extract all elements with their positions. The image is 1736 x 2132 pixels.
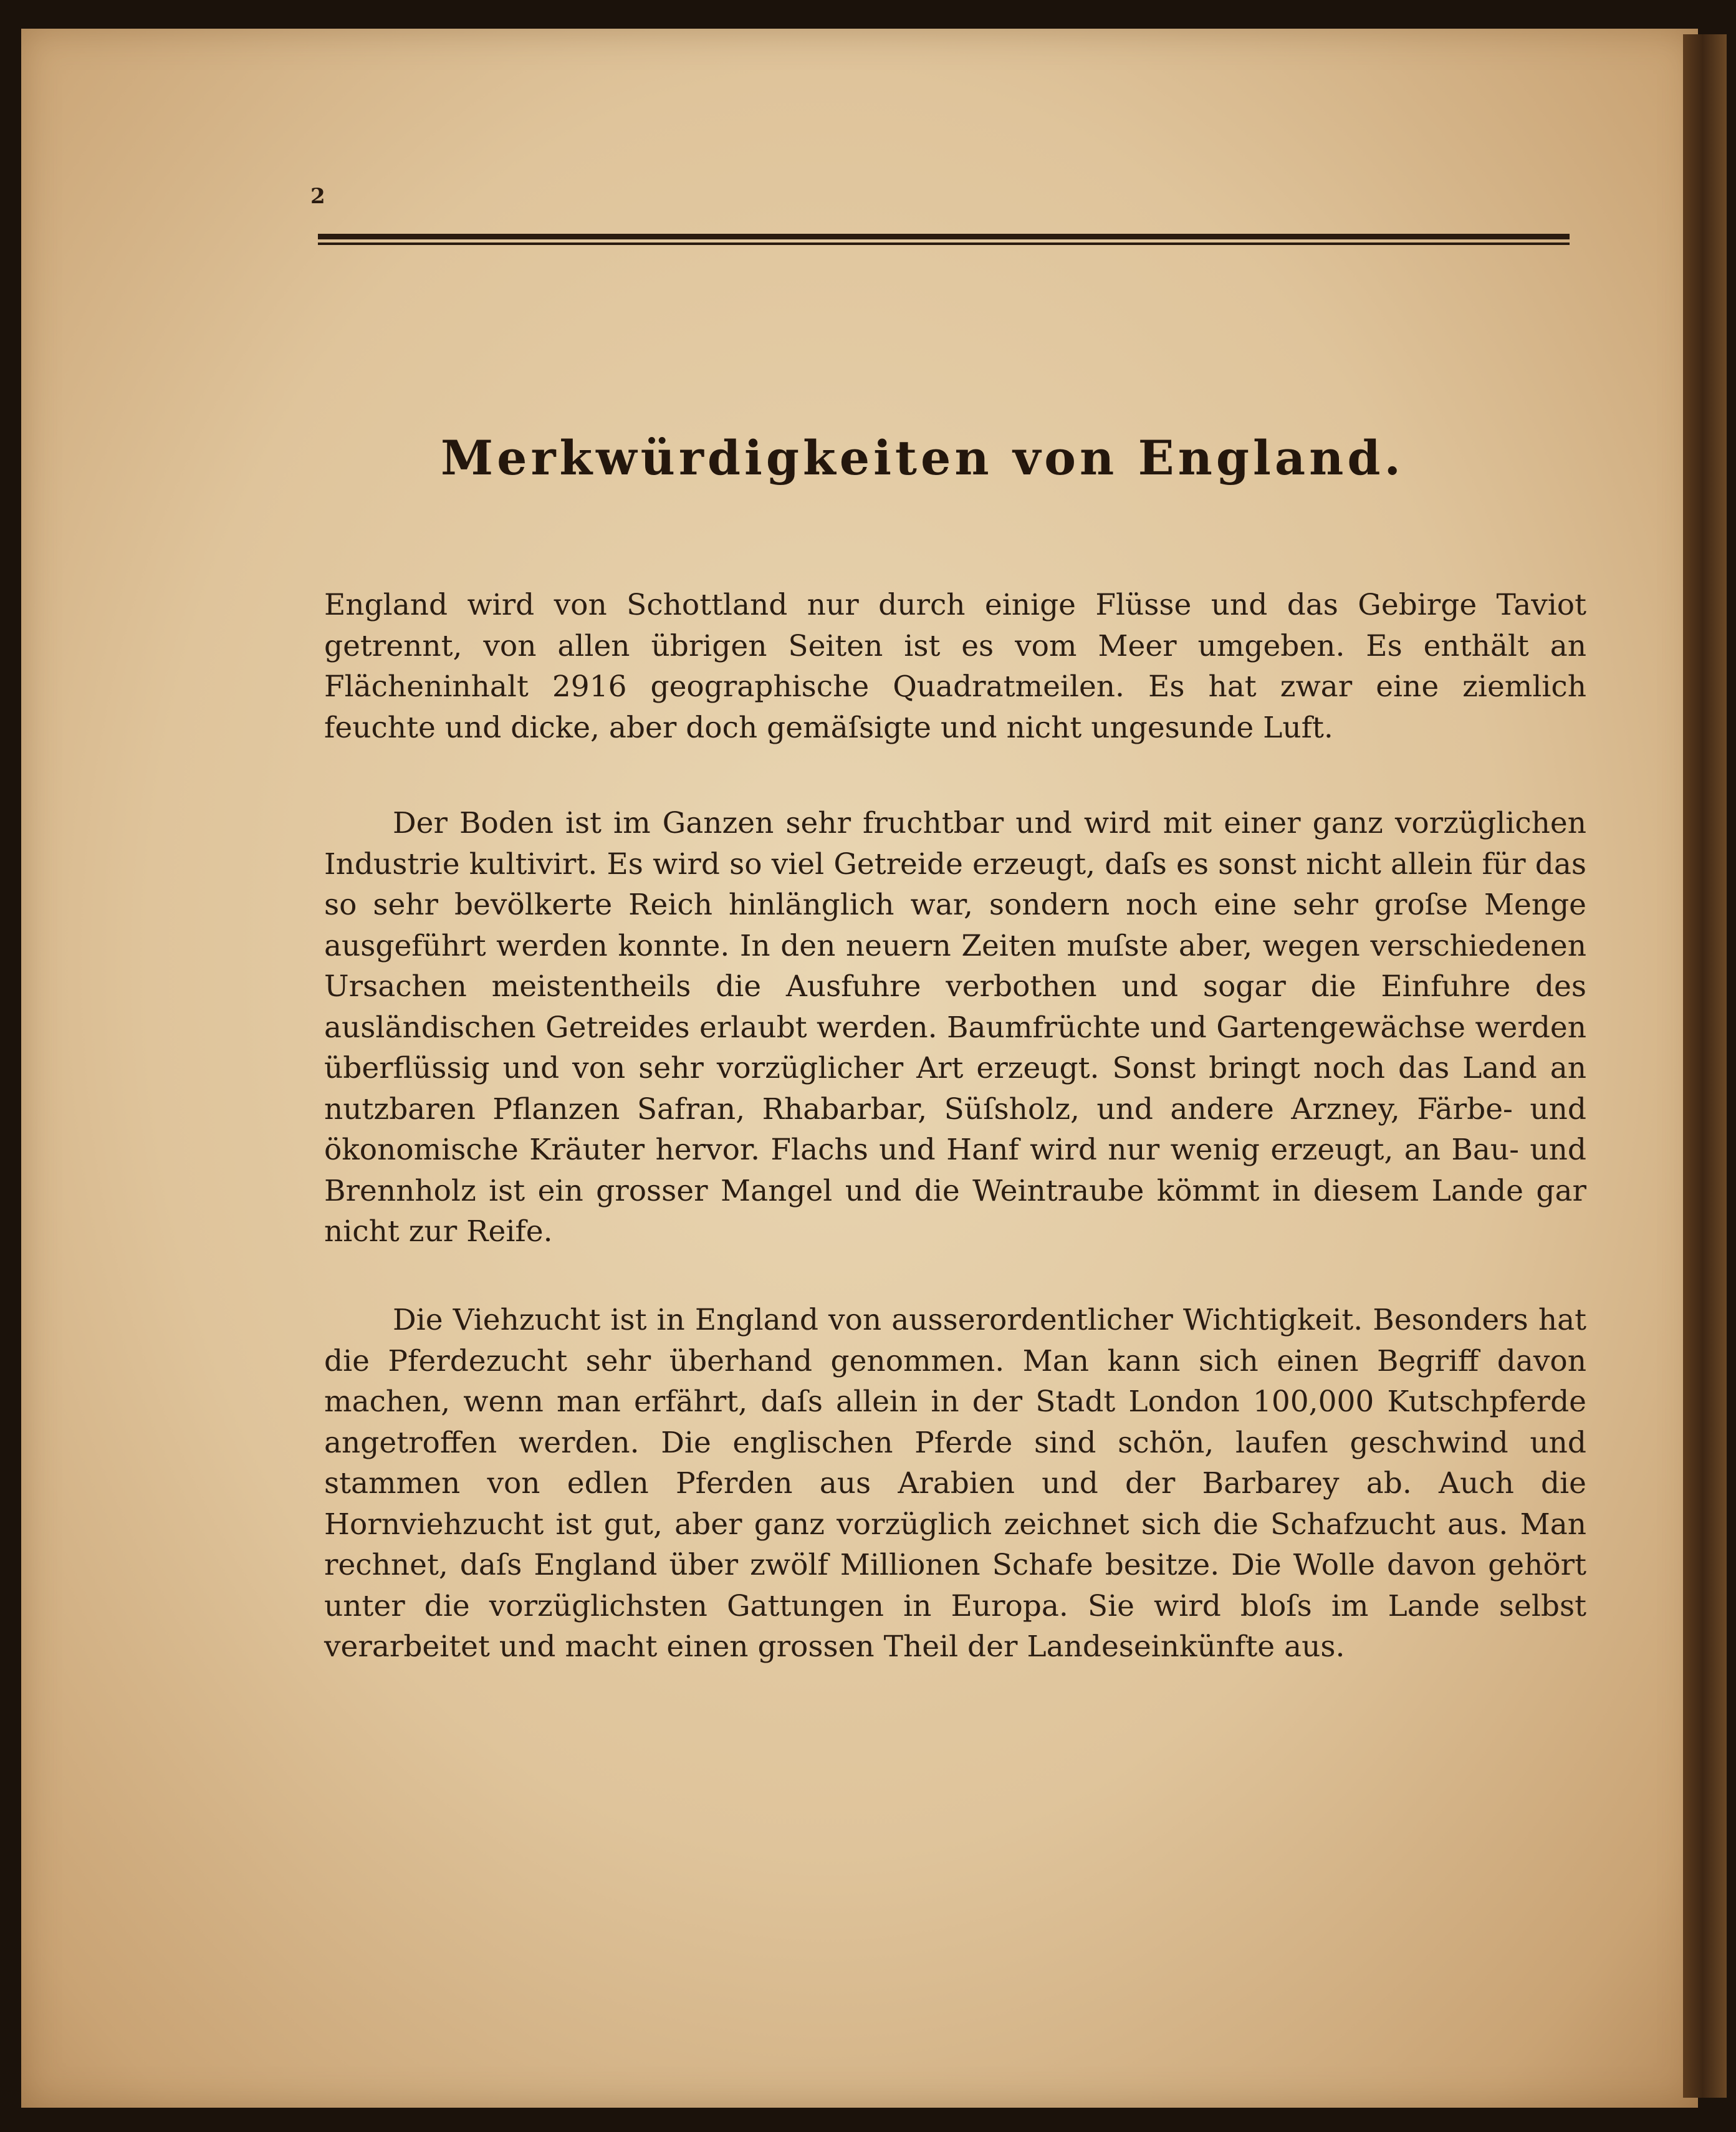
header-rule: [318, 234, 1570, 245]
page-number: 2: [310, 184, 325, 209]
paragraph-3: Die Viehzucht ist in England von ausserordentlicher Wichtigkeit. Besonders hat die Pferdezucht sehr überhand genommen. Man kann sich einen Begriff davon machen, wenn man erfährt, daſs allein in der Stadt London 100,000 Kutschpferde angetroffen werden. Die englischen Pferde sind schön, laufen geschwind und stammen von edlen Pferden aus Arabien und der Barbarey ab. Auch die Hornviehzucht ist gut, aber ganz vorzüglich zeichnet sich die Schafzucht aus. Man rechnet, daſs England über zwölf Millionen Schafe besitze. Die Wolle davon gehört unter die vorzüglichsten Gattungen in Europa. Sie wird bloſs im Lande selbst verarbeitet und macht einen grossen Theil der Landeseinkünfte aus.: [324, 1303, 1586, 1664]
paragraph-1: England wird von Schottland nur durch einige Flüsse und das Gebirge Taviot getrennt, von allen übrigen Seiten ist es vom Meer umgeben. Es enthält an Flächeninhalt 2916 geographische Quadratmeilen. Es hat zwar eine ziemlich feuchte und dicke, aber doch gemäſsigte und nicht ungesunde Luft.: [324, 588, 1586, 745]
page-title: Merkwürdigkeiten von England.: [441, 430, 1404, 486]
page-edge: [1683, 34, 1727, 2098]
paragraph-2: Der Boden ist im Ganzen sehr fruchtbar und wird mit einer ganz vorzüglichen Industrie kultivirt. Es wird so viel Getreide erzeugt, daſs es sonst nicht allein für das so sehr bevölkerte Reich hinlänglich war, sondern noch eine sehr groſse Menge ausgeführt werden konnte. In den neuern Zeiten muſste aber, wegen verschiedenen Ursachen meistentheils die Ausfuhre verbothen und sogar die Einfuhre des ausländischen Getreides erlaubt werden. Baumfrüchte und Gartengewächse werden überflüssig und von sehr vorzüglicher Art erzeugt. Sonst bringt noch das Land an nutzbaren Pflanzen Safran, Rhabarbar, Süſsholz, und andere Arzney, Färbe- und ökonomische Kräuter hervor. Flachs und Hanf wird nur wenig erzeugt, an Bau- und Brennholz ist ein grosser Mangel und die Weintraube kömmt in diesem Lande gar nicht zur Reife.: [324, 806, 1586, 1249]
